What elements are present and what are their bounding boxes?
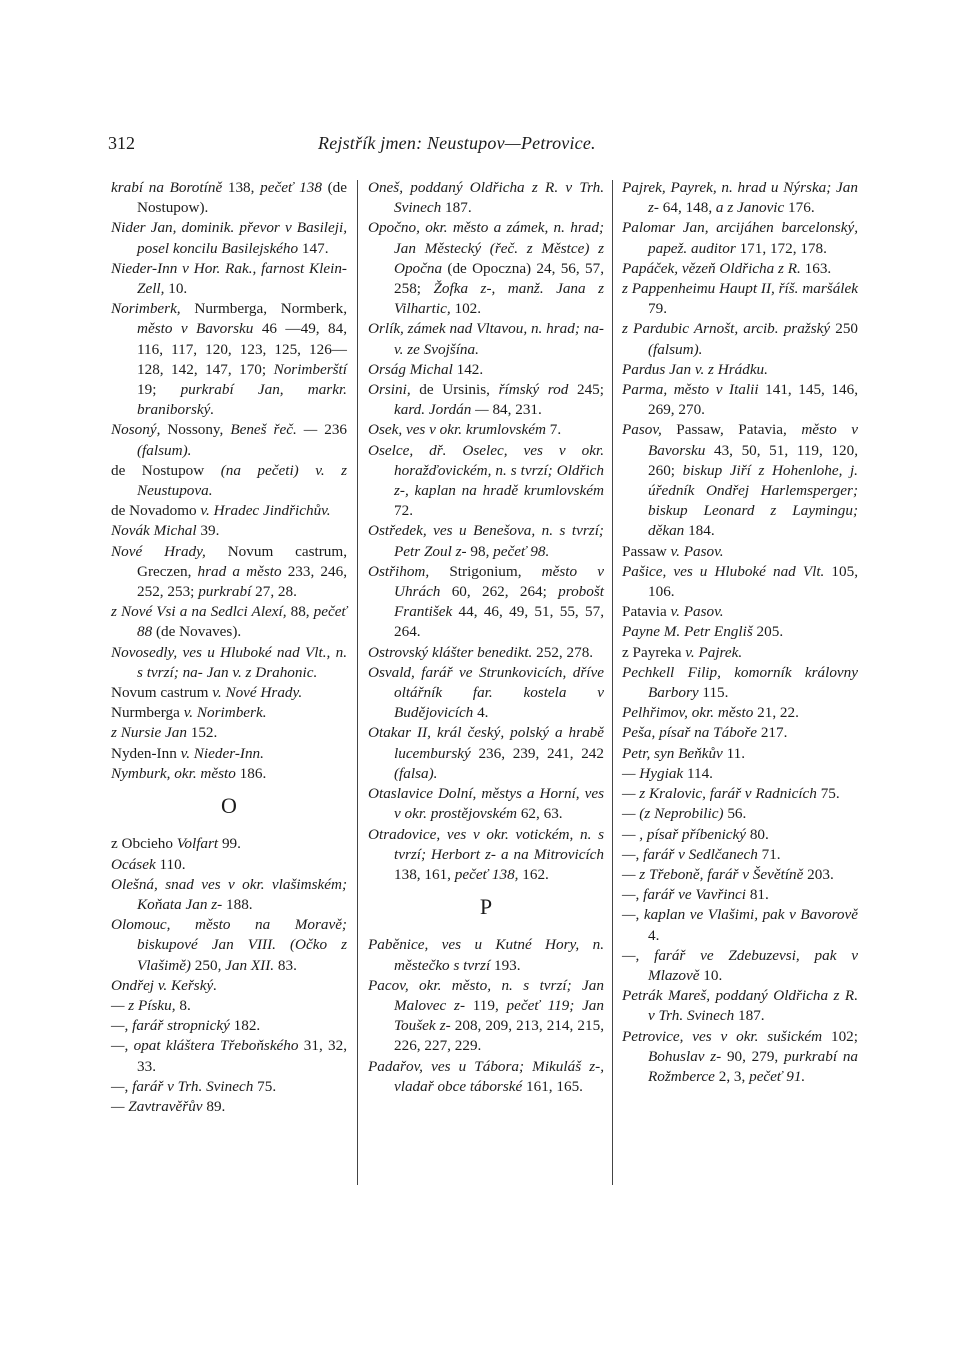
entry-text: Ostřihom, [368, 562, 450, 580]
entry-text: Orsini, [368, 381, 420, 399]
entry-text: Otakar II, král český, polský a hrabě lucemburský [368, 724, 604, 762]
entry-text: 31, 32, 33. [137, 1037, 347, 1075]
entry-text: 44, 46, 49, 51, 55, 57, 264. [394, 603, 604, 641]
index-entry [368, 643, 604, 663]
entry-text: Nyden-Inn [111, 744, 181, 762]
entry-text: 236, 239, 241, 242 [478, 744, 604, 762]
entry-text: (falsa). [394, 764, 438, 782]
entry-text: 43, 50, 51, 119, 120, 260; [648, 441, 858, 479]
entry-text: 10. [703, 966, 723, 984]
index-entry [111, 996, 347, 1016]
index-column-2 [368, 178, 604, 1097]
entry-text: 71. [761, 845, 781, 863]
entry-text: 205. [756, 623, 784, 641]
entry-text: 110. [159, 855, 186, 873]
entry-text: —, farář ve Vavřinci [622, 886, 750, 904]
index-entry [622, 178, 858, 218]
entry-text: 187. [738, 1007, 765, 1025]
entry-text: Paběnice, ves u Kutné Hory, n. městečko s tvrzí [368, 936, 604, 974]
entry-text: Osek, ves v okr. krumlovském [368, 421, 550, 439]
entry-text: 186. [239, 764, 267, 782]
index-entry [622, 562, 858, 602]
entry-text: Petrovice, ves v okr. sušickém [622, 1027, 831, 1045]
entry-text: 80. [749, 825, 769, 843]
index-column-3 [622, 178, 858, 1087]
entry-text: 163. [804, 259, 832, 277]
entry-text: 142. [456, 360, 484, 378]
index-entry [111, 976, 347, 996]
index-entry [622, 1027, 858, 1088]
running-title: Rejstřík jmen: Neustupov—Petrovice. [318, 133, 596, 153]
entry-text: Oneš, poddaný Oldřicha z R. v Trh. Svinech [368, 179, 604, 217]
entry-text: Nosoný, [111, 421, 168, 439]
entry-text: pečeť 91. [749, 1067, 806, 1085]
entry-text: Ocásek [111, 855, 160, 873]
entry-text: z Payreka [622, 643, 686, 661]
entry-text: Pechkell Filip, komorník královny Barbory [622, 663, 858, 702]
index-entry [111, 501, 347, 521]
index-entry [622, 218, 858, 258]
index-entry [111, 764, 347, 784]
index-entry [368, 784, 604, 824]
entry-text: Otaslavice Dolní, městys a Horní, ves v okr. prostějovském [368, 785, 604, 823]
entry-text: 138, 161, [394, 865, 455, 883]
entry-text: Opočno, okr. město a zámek, n. hrad; Jan Městecký (řeč. z Městce) z Opočna [368, 219, 604, 277]
entry-text: 102. [454, 300, 482, 318]
index-entry [111, 542, 347, 603]
entry-text: Patavia [622, 603, 671, 621]
index-entry [622, 360, 858, 380]
entry-text: (na pečeti) v. z Neustupova. [137, 461, 347, 500]
entry-text: Parma, město v Italii [622, 381, 766, 399]
entry-text: z Nové Vsi a na Sedlci Alexí, [111, 603, 291, 621]
entry-text: 83. [277, 956, 297, 974]
index-entry [111, 744, 347, 764]
entry-text: 252, 278. [536, 643, 594, 661]
entry-text: 81. [749, 886, 769, 904]
entry-text: purkrabí [198, 583, 256, 601]
entry-text: v. Norimberk. [183, 704, 267, 722]
entry-text: kard. Jordán — [394, 401, 493, 419]
entry-text: 21, 22. [757, 704, 799, 722]
index-entry [111, 834, 347, 854]
entry-text: Nové Hrady, [111, 542, 228, 560]
entry-text: římský rod [498, 381, 577, 399]
index-entry [622, 602, 858, 622]
entry-text: de Nostupow [111, 461, 221, 479]
index-entry [368, 380, 604, 420]
entry-text: město v Bavorsku [648, 421, 858, 459]
entry-text: Palomar Jan, arcijáhen barcelonský, papež. auditor [622, 219, 858, 257]
entry-text: — Hygiak [622, 764, 687, 782]
entry-text: Bohuslav z- [648, 1047, 727, 1065]
index-entry [111, 683, 347, 703]
index-entry [368, 825, 604, 886]
entry-text: Pasov, [622, 421, 677, 439]
index-entry [622, 319, 858, 359]
index-entry [111, 1077, 347, 1097]
entry-text: — z Písku, [111, 996, 180, 1014]
entry-text: Petr, syn Beňkův [622, 744, 727, 762]
section-letter: P [479, 894, 493, 920]
entry-text: z Nursie Jan [111, 724, 191, 742]
entry-text: —, farář stropnický [111, 1017, 234, 1035]
index-entry [111, 299, 347, 420]
index-entry [622, 905, 858, 945]
entry-text: 171, 172, 178. [739, 239, 827, 257]
index-entry [111, 1016, 347, 1036]
entry-text: 10. [168, 280, 188, 298]
entry-text: —, opat kláštera Třeboňského [111, 1037, 304, 1055]
entry-text: 27, 28. [255, 583, 297, 601]
entry-text: Payne M. Petr Engliš [622, 623, 757, 641]
entry-text: Olešná, snad ves v okr. vlašimském; Koňata Jan z- [111, 875, 347, 913]
entry-text: 250, [194, 956, 226, 974]
page-number: 312 [108, 133, 135, 153]
entry-text: 90, 279, [726, 1047, 784, 1065]
index-entry [622, 804, 858, 824]
entry-text: Ondřej v. Keřský. [111, 976, 218, 994]
entry-text: 98, [470, 542, 494, 560]
entry-text: 138, [227, 179, 261, 196]
index-entry [622, 259, 858, 279]
entry-text: 193. [493, 956, 521, 974]
entry-text: 115. [702, 684, 729, 702]
entry-text: 8. [179, 996, 191, 1014]
entry-text: 105, 106. [648, 562, 858, 601]
entry-text: Ostředek, ves u Benešova, n. s tvrzí; Petr Zoul z- [368, 522, 604, 560]
entry-text: — (z Neprobilic) [622, 805, 728, 823]
entry-text: Petrák Mareš, poddaný Oldřicha z R. v Trh. Svinech [622, 987, 858, 1025]
entry-text: Nurmberga, Normberk, [194, 300, 347, 318]
index-entry [368, 723, 604, 784]
index-entry [368, 218, 604, 319]
entry-text: 64, 148, [662, 199, 716, 217]
entry-text: 4. [648, 926, 660, 944]
index-entry [622, 825, 858, 845]
index-entry [622, 784, 858, 804]
index-entry [111, 259, 347, 299]
entry-text: 233, 246, 252, 253; [137, 562, 348, 601]
entry-text: Ostrovský klášter benedikt. [368, 643, 537, 661]
entry-text: 11. [726, 744, 746, 762]
entry-text: v. Pasov. [670, 542, 724, 560]
entry-text: Novosedly, ves u Hluboké nad Vlt., n. s tvrzí; na- Jan v. z Drahonic. [111, 643, 347, 681]
entry-text: z Pappenheimu Haupt II, říš. maršálek [622, 280, 858, 298]
entry-text: 2, 3, [718, 1067, 750, 1085]
index-entry [368, 1057, 604, 1097]
entry-text: 119, [472, 996, 507, 1014]
entry-text: 88, [290, 603, 314, 621]
index-entry [622, 744, 858, 764]
entry-text: z Obcieho [111, 835, 177, 853]
index-entry [111, 1036, 347, 1076]
entry-text: — z Třeboně, farář v Ševětíně [622, 865, 808, 883]
entry-text: Nossony, [167, 421, 231, 439]
entry-text: 245; [576, 381, 604, 399]
entry-text: de Ursinis, [419, 381, 499, 399]
entry-text: 56. [727, 805, 747, 823]
entry-text: pečeť 98. [493, 542, 550, 560]
entry-text: 89. [206, 1097, 226, 1115]
entry-text: Pašice, ves u Hluboké nad Vlt. [622, 562, 832, 580]
entry-text: Orlík, zámek nad Vltavou, n. hrad; na- v. ze Svojšína. [368, 320, 604, 358]
entry-text: 19; [137, 381, 181, 399]
entry-text: a z Janovic [715, 199, 789, 217]
entry-text: 99. [221, 835, 241, 853]
index-entry [111, 703, 347, 723]
entry-text: v. Pajrek. [685, 643, 743, 661]
entry-text: pečeť 88 [137, 603, 348, 641]
index-entry [111, 915, 347, 976]
entry-text: v. Nieder-Inn. [180, 744, 264, 762]
entry-text: 182. [233, 1017, 261, 1035]
index-entry [368, 935, 604, 975]
entry-text: (falsum). [137, 441, 192, 459]
index-entry [368, 319, 604, 359]
entry-text: 161, 165. [526, 1077, 583, 1095]
entry-text: 176. [788, 199, 815, 217]
entry-text: biskup Jiří z Hohenlohe, j. úředník Ondřej Harlemsperger; biskup Leonard z Laymingu; děkan [648, 461, 858, 540]
entry-text: pečeť 138 [260, 179, 328, 196]
index-entry [622, 703, 858, 723]
index-entry [622, 380, 858, 420]
index-entry [111, 602, 347, 642]
index-entry [111, 723, 347, 743]
index-entry [622, 643, 858, 663]
entry-text: 79. [648, 300, 667, 318]
entry-text: 188. [226, 895, 253, 913]
index-entry [111, 461, 347, 501]
entry-text: Novum castrum, Greczen, [137, 542, 347, 580]
entry-text: — z Kralovic, farář v Radnicích [622, 785, 821, 803]
index-entry [111, 643, 347, 683]
entry-text: (de Nostupow). [137, 179, 348, 217]
entry-text: 4. [477, 704, 489, 722]
entry-text: 102; [830, 1027, 858, 1045]
entry-text: 141, 145, 146, 269, 270. [648, 381, 858, 419]
entry-text: 62, 63. [520, 805, 563, 823]
entry-text: krabí na Borotíně [111, 179, 228, 196]
entry-text: Nider Jan, dominik. převor v Basileji, posel koncilu Basilejského [111, 219, 347, 257]
entry-text: Pardus Jan v. z Hrádku. [622, 360, 768, 378]
index-entry [622, 845, 858, 865]
entry-text: 114. [686, 764, 713, 782]
entry-text: pečeť 138, [454, 865, 523, 883]
index-entry [368, 521, 604, 561]
entry-text: —, farář ve Zdebuzevsi, pak v Mlazově [622, 946, 858, 984]
entry-text: 236 [324, 421, 347, 439]
index-entry [622, 865, 858, 885]
entry-text: 7. [549, 421, 562, 439]
entry-text: 184. [688, 522, 715, 540]
index-entry [368, 178, 604, 218]
entry-text: Volfart [176, 835, 222, 853]
index-column-1 [111, 178, 347, 1117]
entry-text: 208, 209, 213, 214, 215, 226, 227, 229. [394, 1017, 604, 1055]
index-entry [622, 279, 858, 319]
entry-text: 217. [760, 724, 788, 742]
entry-text: — Zavtravěřův [111, 1097, 207, 1115]
entry-text: Norimberští [273, 360, 347, 378]
index-entry [368, 976, 604, 1057]
entry-text: 203. [807, 865, 834, 883]
entry-text: Norimberk, [111, 300, 195, 318]
entry-text: 152. [190, 724, 218, 742]
column-rule [357, 180, 358, 1185]
entry-text: Orság Michal [368, 360, 457, 378]
entry-text: 162. [522, 865, 549, 883]
entry-text: (de Novaves). [155, 623, 242, 641]
entry-text: —, farář v Sedlčanech [622, 845, 762, 863]
index-entry [111, 875, 347, 915]
entry-text: 75. [820, 785, 840, 803]
index-entry [622, 622, 858, 642]
index-entry [368, 360, 604, 380]
entry-text: 60, 262, 264; [451, 583, 559, 601]
entry-text: 75. [257, 1077, 277, 1095]
index-entry [111, 855, 347, 875]
entry-text: de Novadomo [111, 502, 201, 520]
index-entry [368, 441, 604, 522]
index-entry [111, 178, 347, 218]
entry-text: Olomouc, město na Moravě; biskupové Jan VIII. (Očko z Vlašimě) [111, 916, 347, 974]
entry-text: Novum castrum [111, 684, 213, 702]
entry-text: město v Bavorsku [137, 320, 262, 338]
index-entry [622, 764, 858, 784]
section-letter: O [221, 793, 237, 819]
entry-text: — , písař příbenický [622, 825, 750, 843]
entry-text: Oselce, dř. Oselec, ves v okr. horažďovickém, n. s tvrzí; Oldřich z-, kaplan na hradě krumlovském [368, 441, 604, 500]
index-entry [111, 521, 347, 541]
entry-text: (de Opoczna) 24, 56, 57, 258; [394, 259, 604, 298]
index-entry [368, 562, 604, 643]
entry-text: 72. [394, 502, 413, 520]
entry-text: (falsum). [648, 340, 703, 358]
index-entry [111, 218, 347, 258]
entry-text: Passaw [622, 542, 671, 560]
entry-text: 187. [445, 199, 472, 217]
entry-text: —, farář v Trh. Svinech [111, 1077, 258, 1095]
entry-text: Nurmberga [111, 704, 184, 722]
index-entry [622, 986, 858, 1026]
entry-text: Passaw, Patavia, [676, 421, 802, 439]
entry-text: 39. [200, 522, 220, 540]
entry-text: Žofka z-, manž. Jana z Vilhartic, [394, 280, 604, 318]
entry-text: 147. [301, 239, 329, 257]
entry-text: město v Uhrách [394, 562, 604, 601]
entry-text: v. Hradec Jindřichův. [200, 502, 331, 520]
entry-text: Pajrek, Payrek, n. hrad u Nýrska; Jan z- [622, 179, 858, 217]
entry-text: purkrabí na Rožmberce [648, 1047, 858, 1085]
entry-text: Padařov, ves u Tábora; Mikuláš z-, vladař obce táborské [368, 1057, 604, 1095]
entry-text: —, kaplan ve Vlašimi, pak v Bavorově [622, 906, 858, 924]
entry-text: v. Pasov. [670, 603, 724, 621]
entry-text: Beneš řeč. — [230, 421, 325, 439]
entry-text: Peša, písař na Táboře [622, 724, 761, 742]
entry-text: Osvald, farář ve Strunkovicích, dříve oltářník far. kostela v Budějovicích [368, 663, 604, 722]
entry-text: hrad a město [197, 562, 288, 580]
index-entry [622, 420, 858, 541]
entry-text: 250 [835, 320, 858, 338]
index-entry [622, 946, 858, 986]
entry-text: Novák Michal [111, 522, 201, 540]
index-entry [622, 663, 858, 703]
entry-text: Jan XII. [225, 956, 278, 974]
entry-text: v. Nové Hrady. [212, 684, 303, 702]
index-entry [622, 885, 858, 905]
entry-text: Nymburk, okr. město [111, 764, 240, 782]
entry-text: Otradovice, ves v okr. votickém, n. s tvrzí; Herbort z- a na Mitrovicích [368, 825, 604, 863]
index-entry [111, 1097, 347, 1117]
entry-text: Pelhřimov, okr. město [622, 704, 758, 722]
index-entry [622, 723, 858, 743]
entry-text: Nieder-Inn v Hor. Rak., farnost Klein-Zell, [111, 259, 347, 298]
entry-text: Papáček, vězeň Oldřicha z R. [622, 259, 805, 277]
entry-text: pečeť 119; Jan Toušek z- [394, 996, 604, 1035]
index-entry [111, 420, 347, 460]
index-entry [368, 663, 604, 724]
column-rule [612, 180, 613, 1185]
entry-text: z Pardubic Arnošt, arcib. pražský [622, 320, 836, 338]
entry-text: Strigonium, [449, 562, 542, 580]
index-entry [622, 542, 858, 562]
entry-text: 84, 231. [492, 401, 542, 419]
entry-text: probošt František [394, 583, 604, 621]
entry-text: Pacov, okr. město, n. s tvrzí; Jan Malovec z- [368, 976, 604, 1014]
index-entry [368, 420, 604, 440]
entry-text: 46 —49, 84, 116, 117, 120, 123, 125, 126—128, 142, 147, 170; [137, 320, 347, 378]
entry-text: purkrabí Jan, markr. braniborský. [137, 381, 347, 419]
